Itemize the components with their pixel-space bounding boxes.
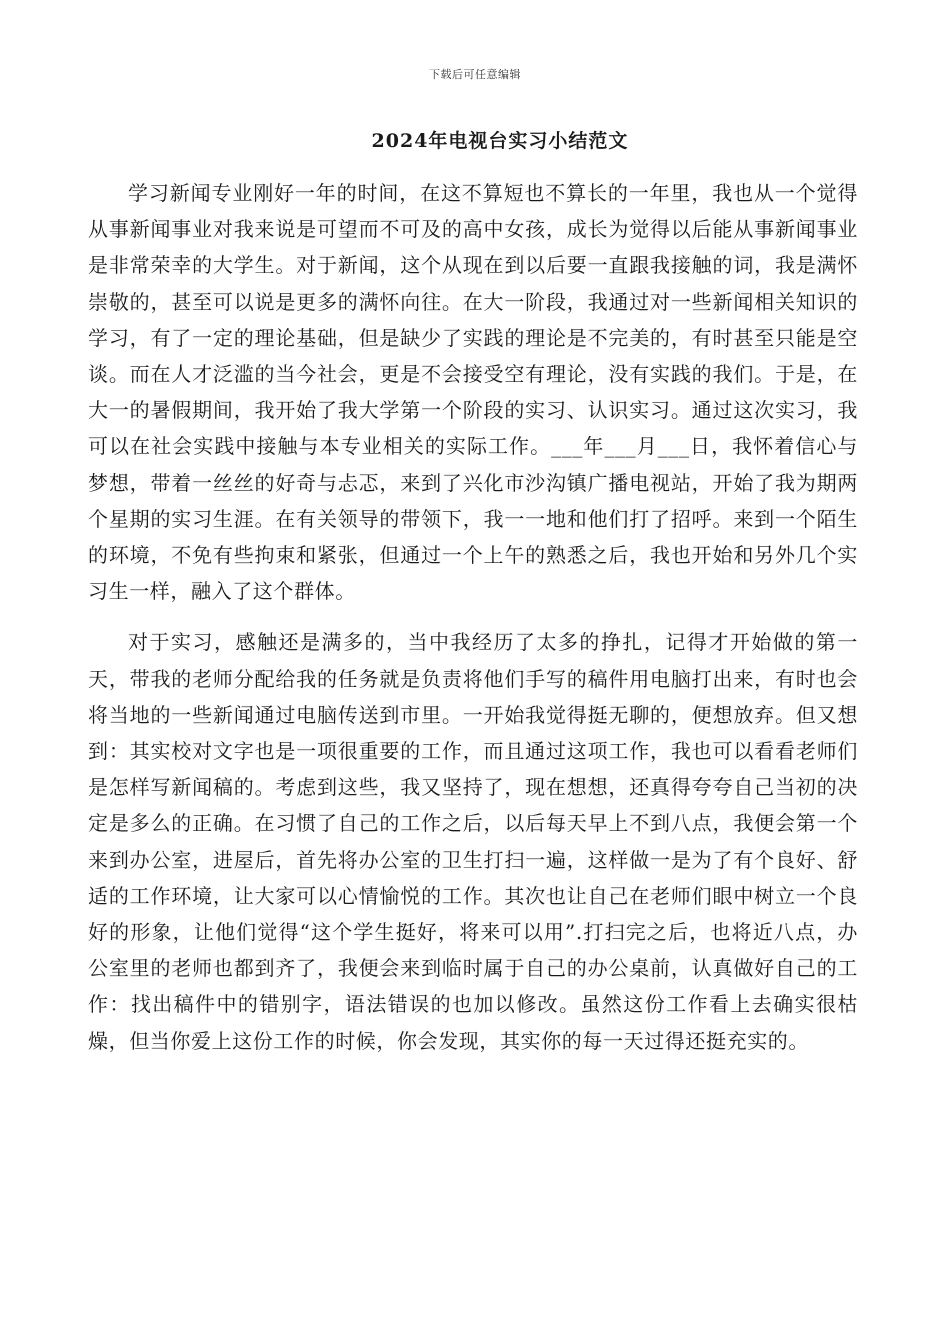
document-body bbox=[88, 175, 858, 1059]
document-title: 2024年电视台实习小结范文 bbox=[371, 130, 629, 152]
paragraph-2: 对于实习，感触还是满多的，当中我经历了太多的挣扎，记得才开始做的第一天，带我的老师分配给我的任务就是负责将他们手写的稿件用电脑打出来，有时也会将当地的一些新闻通过电脑传送到市里。一开始我觉得挺无聊的，便想放弃。但又想到：其实校对文字也是一项很重要的工作，而且通过这项工作，我也可以看看老师们是怎样写新闻稿的。考虑到这些，我又坚持了，现在想想，还真得夸夸自己当初的决定是多么的正确。在习惯了自己的工作之后，以后每天早上不到八点，我便会第一个来到办公室，进屋后，首先将办公室的卫生打扫一遍，这样做一是为了有个良好、舒适的工作环境，让大家可以心情愉悦的工作。其次也让自己在老师们眼中树立一个良好的形象，让他们觉得“这个学生挺好，将来可以用”.打扫完之后，也将近八点，办公室里的老师也都到齐了，我便会来到临时属于自己的办公桌前，认真做好自己的工作：找出稿件中的错别字，语法错误的也加以修改。虽然这份工作看上去确实很枯燥，但当你爱上这份工作的时候，你会发现，其实你的每一天过得还挺充实的。 bbox=[88, 630, 858, 1053]
header-note: 下载后可任意编辑 bbox=[429, 68, 521, 81]
paragraph-1: 学习新闻专业刚好一年的时间，在这不算短也不算长的一年里，我也从一个觉得从事新闻事业对我来说是可望而不可及的高中女孩，成长为觉得以后能从事新闻事业是非常荣幸的大学生。对于新闻，这个从现在到以后要一直跟我接触的词，我是满怀崇敬的，甚至可以说是更多的满怀向往。在大一阶段，我通过对一些新闻相关知识的学习，有了一定的理论基础，但是缺少了实践的理论是不完美的，有时甚至只能是空谈。而在人才泛滥的当今社会，更是不会接受空有理论，没有实践的我们。于是，在大一的暑假期间，我开始了我大学第一个阶段的实习、认识实习。通过这次实习，我可以在社会实践中接触与本专业相关的实际工作。___年___月___日，我怀着信心与梦想，带着一丝丝的好奇与忐忑，来到了兴化市沙沟镇广播电视站，开始了我为期两个星期的实习生涯。在有关领导的带领下，我一一地和他们打了招呼。来到一个陌生的环境，不免有些拘束和紧张，但通过一个上午的熟悉之后，我也开始和另外几个实习生一样，融入了这个群体。 bbox=[88, 181, 858, 604]
